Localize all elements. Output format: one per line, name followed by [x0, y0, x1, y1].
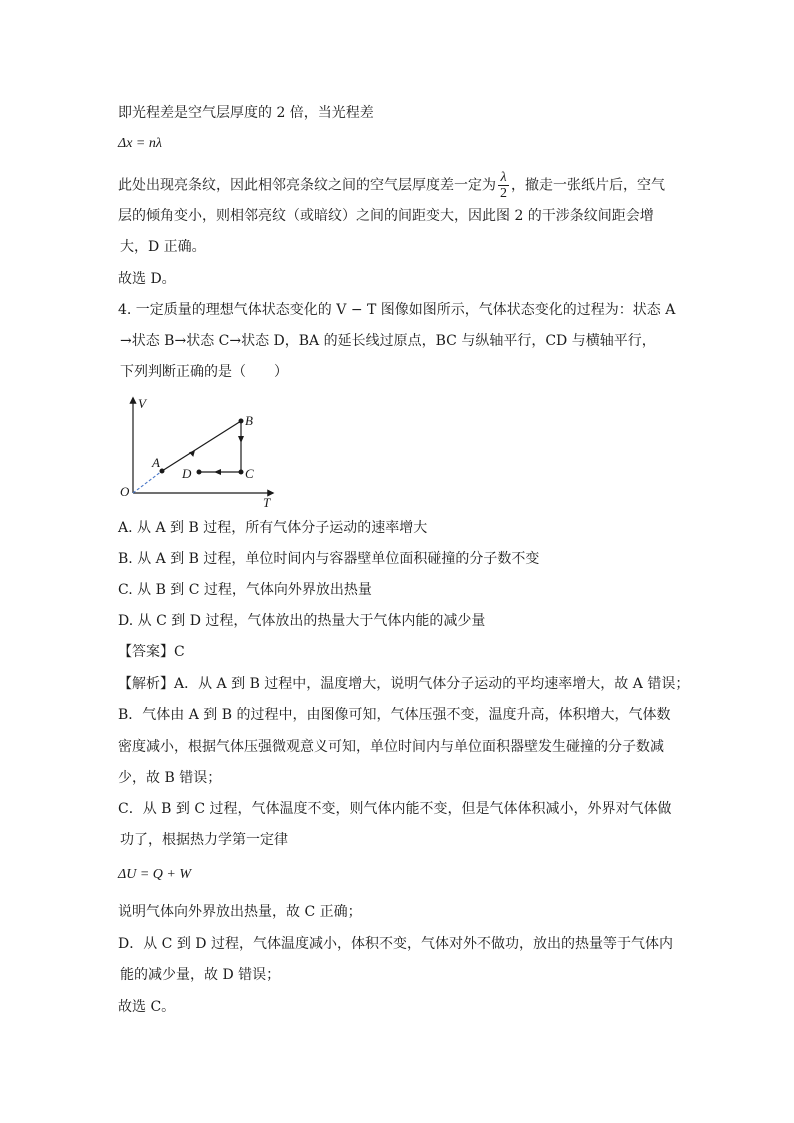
text-segment: 此处出现亮条纹，因此相邻亮条纹之间的空气层厚度差一定为 — [118, 177, 496, 194]
continuation-line-4: 层的倾角变小，则相邻亮纹（或暗纹）之间的间距变大，因此图 2 的干涉条纹间距会增 — [118, 208, 654, 224]
question-4-stem-line-1: 4. 一定质量的理想气体状态变化的 V − T 图像如图所示，气体状态变化的过程为：状态 A — [118, 302, 676, 318]
analysis-line-5: C．从 B 到 C 过程，气体温度不变，则气体内能不变，但是气体体积减小，外界对气体做 — [118, 801, 672, 817]
choose-c-line: 故选 C。 — [118, 999, 176, 1015]
point-a-dot — [160, 469, 165, 474]
analysis-line-4: 少，故 B 错误； — [118, 770, 222, 786]
axis-label-v: V — [138, 396, 146, 411]
question-4-stem-line-3: 下列判断正确的是（ ） — [120, 364, 288, 380]
continuation-line-3 — [118, 170, 665, 201]
continuation-line-1: 即光程差是空气层厚度的 2 倍，当光程差 — [118, 105, 374, 121]
fraction-lambda-over-2 — [498, 170, 509, 201]
option-d: D. 从 C 到 D 过程，气体放出的热量大于气体内能的减少量 — [118, 613, 486, 629]
continuation-line-5: 大，D 正确。 — [120, 239, 206, 255]
arrow-b-to-c — [238, 436, 244, 443]
label-b: B — [245, 413, 253, 428]
dashed-extension-line — [133, 471, 162, 493]
option-b: B. 从 A 到 B 过程，单位时间内与容器壁单位面积碰撞的分子数不变 — [118, 551, 540, 567]
arrow-c-to-d — [214, 469, 221, 475]
origin-label: O — [120, 484, 130, 499]
analysis-line-7: 说明气体向外界放出热量，故 C 正确； — [118, 904, 362, 920]
option-c: C. 从 B 到 C 过程，气体向外界放出热量 — [118, 582, 372, 598]
analysis-line-8: D．从 C 到 D 过程，气体温度减小，体积不变，气体对外不做功，放出的热量等于气体内 — [118, 936, 673, 952]
point-c-dot — [239, 470, 244, 475]
question-4-stem-line-2: →状态 B→状态 C→状态 D，BA 的延长线过原点，BC 与纵轴平行，CD 与横轴平行， — [120, 333, 656, 349]
answer-line: 【答案】C — [118, 644, 185, 660]
label-a: A — [152, 455, 160, 470]
label-d: D — [182, 466, 192, 481]
line-a-to-b — [162, 421, 241, 471]
text-segment: ，撤走一张纸片后，空气 — [511, 177, 665, 194]
analysis-line-1: 【解析】A．从 A 到 B 过程中，温度增大，说明气体分子运动的平均速率增大，故 A 错误； — [118, 676, 690, 692]
fraction-denominator: 2 — [500, 186, 507, 201]
label-c: C — [245, 466, 254, 481]
equation-first-law: ΔU = Q + W — [118, 867, 191, 882]
axis-label-t: T — [263, 495, 271, 510]
analysis-line-3: 密度减小，根据气体压强微观意义可知，单位时间内与单位面积器壁发生碰撞的分子数减 — [118, 739, 664, 755]
equation-delta-x: Δx = nλ — [118, 136, 162, 151]
point-d-dot — [197, 470, 202, 475]
v-t-diagram — [118, 392, 288, 510]
point-b-dot — [239, 419, 244, 424]
fraction-numerator: λ — [498, 170, 509, 186]
analysis-line-6: 功了，根据热力学第一定律 — [120, 832, 288, 848]
choose-d-line: 故选 D。 — [118, 271, 176, 287]
analysis-line-2: B．气体由 A 到 B 的过程中，由图像可知，气体压强不变，温度升高，体积增大，气体数 — [118, 707, 671, 723]
analysis-line-9: 能的减少量，故 D 错误； — [120, 967, 281, 983]
option-a: A. 从 A 到 B 过程，所有气体分子运动的速率增大 — [118, 520, 428, 536]
